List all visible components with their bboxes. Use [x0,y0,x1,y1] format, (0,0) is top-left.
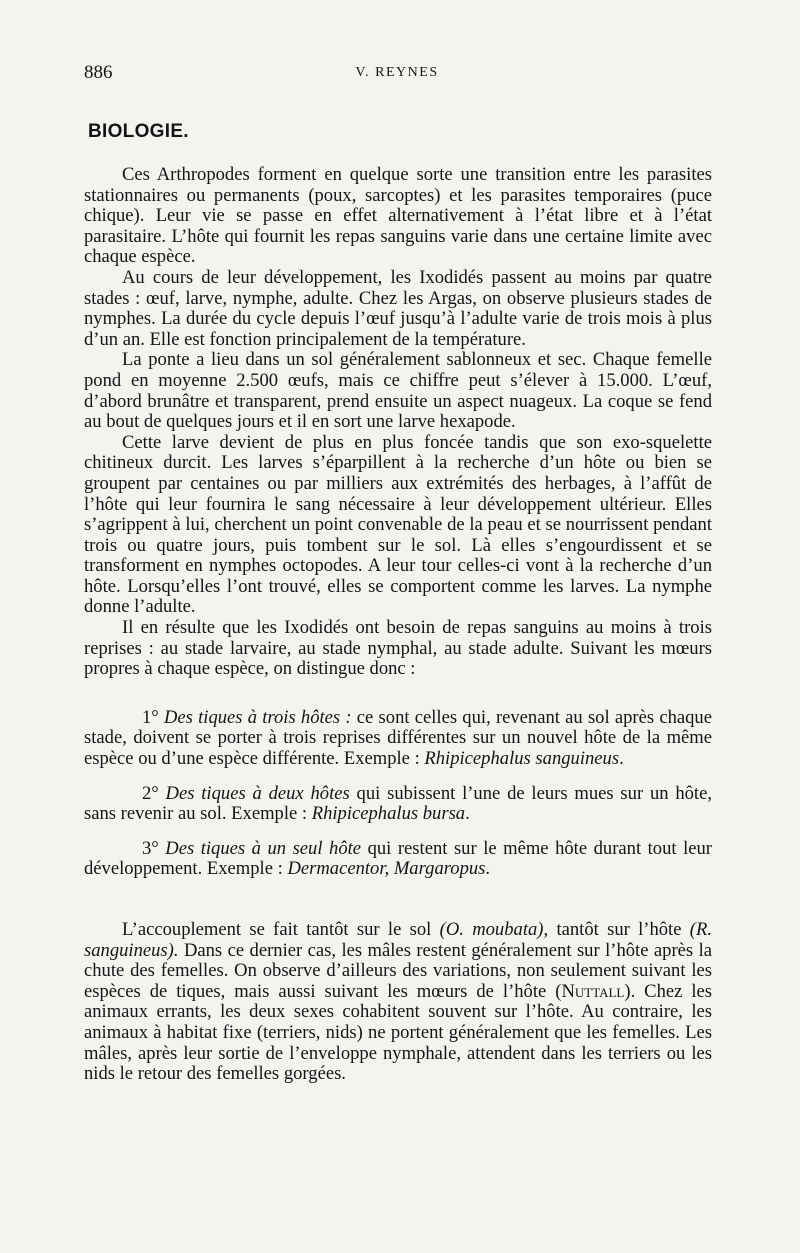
paragraph-intro: Ces Arthropodes forment en quelque sorte une transition entre les parasites stationnaires ou permanents (poux, sarcoptes) et les parasites temporaires (puce chique). Leur vie se passe en effet alternativement à l’état libre et à l’état parasitaire. L’hôte qui fournit les repas sanguins varie dans une certaine limite avec chaque espèce. [84,164,712,268]
list-term: Des tiques à deux hôtes [165,782,350,804]
page-header [84,62,710,86]
mating-text-c: tantôt sur l’hôte [548,919,690,940]
section-heading: BIOLOGIE. [88,121,189,142]
mating-text-e: Dans ce dernier cas, les mâles restent généralement sur l’hôte après la chute des femelles. On observe d’ailleurs des variations, non seulement suivant les espèces de tiques, mais aussi suivant les mœurs de l’hôte ( [84,939,712,1002]
list-item-one-host [84,839,712,880]
author-nuttall: Nuttall [561,980,625,1002]
mating-text-f: ). Chez les animaux errants, les deux sexes cohabitent souvent sur l’hôte. Au contraire, les animaux à habitat fixe (terriers, nids) ne portent généralement que les femelles. Les mâles, après leur sortie de l’enveloppe nymphale, attendent dans les terriers ou les nids le retour des femelles gorgées. [84,980,713,1085]
list-end: . [619,748,624,770]
list-example: Dermacentor, Margaropus [287,858,486,880]
paragraph-development: Au cours de leur développement, les Ixodidés passent au moins par quatre stades : œuf, larve, nymphe, adulte. Chez les Argas, on observe plusieurs stades de nymphes. La durée du cycle depuis l’œuf jusqu’à l’adulte varie de trois mois à plus d’un an. Elle est fonction principalement de la température. [84,266,712,350]
running-head-author: V. REYNES [355,65,439,80]
list-text: ce sont celles qui, revenant au sol après chaque stade, doivent se porter à trois reprises différentes sur un nouvel hôte de la même espèce ou d’une espèce différente. Exemple : [84,706,712,770]
list-term: Des tiques à trois hôtes : [163,706,352,728]
list-end: . [485,858,491,880]
list-item-three-hosts [84,708,712,770]
list-end: . [465,803,470,825]
list-number: 3° [142,837,166,859]
list-text: qui subissent l’une de leurs mues sur un hôte, sans revenir au sol. Exemple : [84,782,713,825]
list-number: 1° [142,706,164,728]
list-example: Rhipicephalus sanguineus [424,748,620,770]
paragraph-larva: Cette larve devient de plus en plus foncée tandis que son exo-squelette chitineux durcit. Les larves s’éparpillent à la recherche d’un hôte ou bien se groupent par centaines ou par milliers aux extrémités des herbages, à l’affût de l’hôte qui leur fournira le sang nécessaire à leur développement ultérieur. Elles s’agrippent à lui, cherchent un point convenable de la peau et se nourrissent pendant trois ou quatre jours, puis tombent sur le sol. Là elles s’engourdissent et se transforment en nymphes octopodes. A leur tour celles-ci vont à la recherche d’un hôte. Lorsqu’elles l’ont trouvé, elles se comportent comme les larves. La nymphe donne l’adulte. [84,431,712,618]
list-text: qui restent sur le même hôte durant tout leur développement. Exemple : [84,837,712,880]
paragraph-blood-meals: Il en résulte que les Ixodidés ont besoin de repas sanguins au moins à trois reprises : au stade larvaire, au stade nymphal, au stade adulte. Suivant les mœurs propres à chaque espèce, on distingue donc : [84,617,712,680]
paragraph-laying: La ponte a lieu dans un sol généralement sablonneux et sec. Chaque femelle pond en moyenne 2.500 œufs, mais ce chiffre peut s’élever à 15.000. L’œuf, d’abord brunâtre et transparent, prend ensuite un aspect nuageux. La coque se fend au bout de quelques jours et il en sort une larve hexapode. [84,349,712,433]
mating-text-a: L’accouplement se fait tantôt sur le sol [122,919,440,940]
paragraph-mating [84,920,712,1085]
host-type-list [84,708,712,880]
list-item-two-hosts [84,784,712,825]
page-number: 886 [84,62,113,83]
species-o-moubata: (O. moubata), [439,919,549,940]
species-r-sanguineus: (R. sanguineus). [84,919,712,961]
list-example: Rhipicephalus bursa [311,803,466,825]
list-number: 2° [142,782,166,804]
list-term: Des tiques à un seul hôte [165,837,362,859]
body-text [84,165,712,1085]
